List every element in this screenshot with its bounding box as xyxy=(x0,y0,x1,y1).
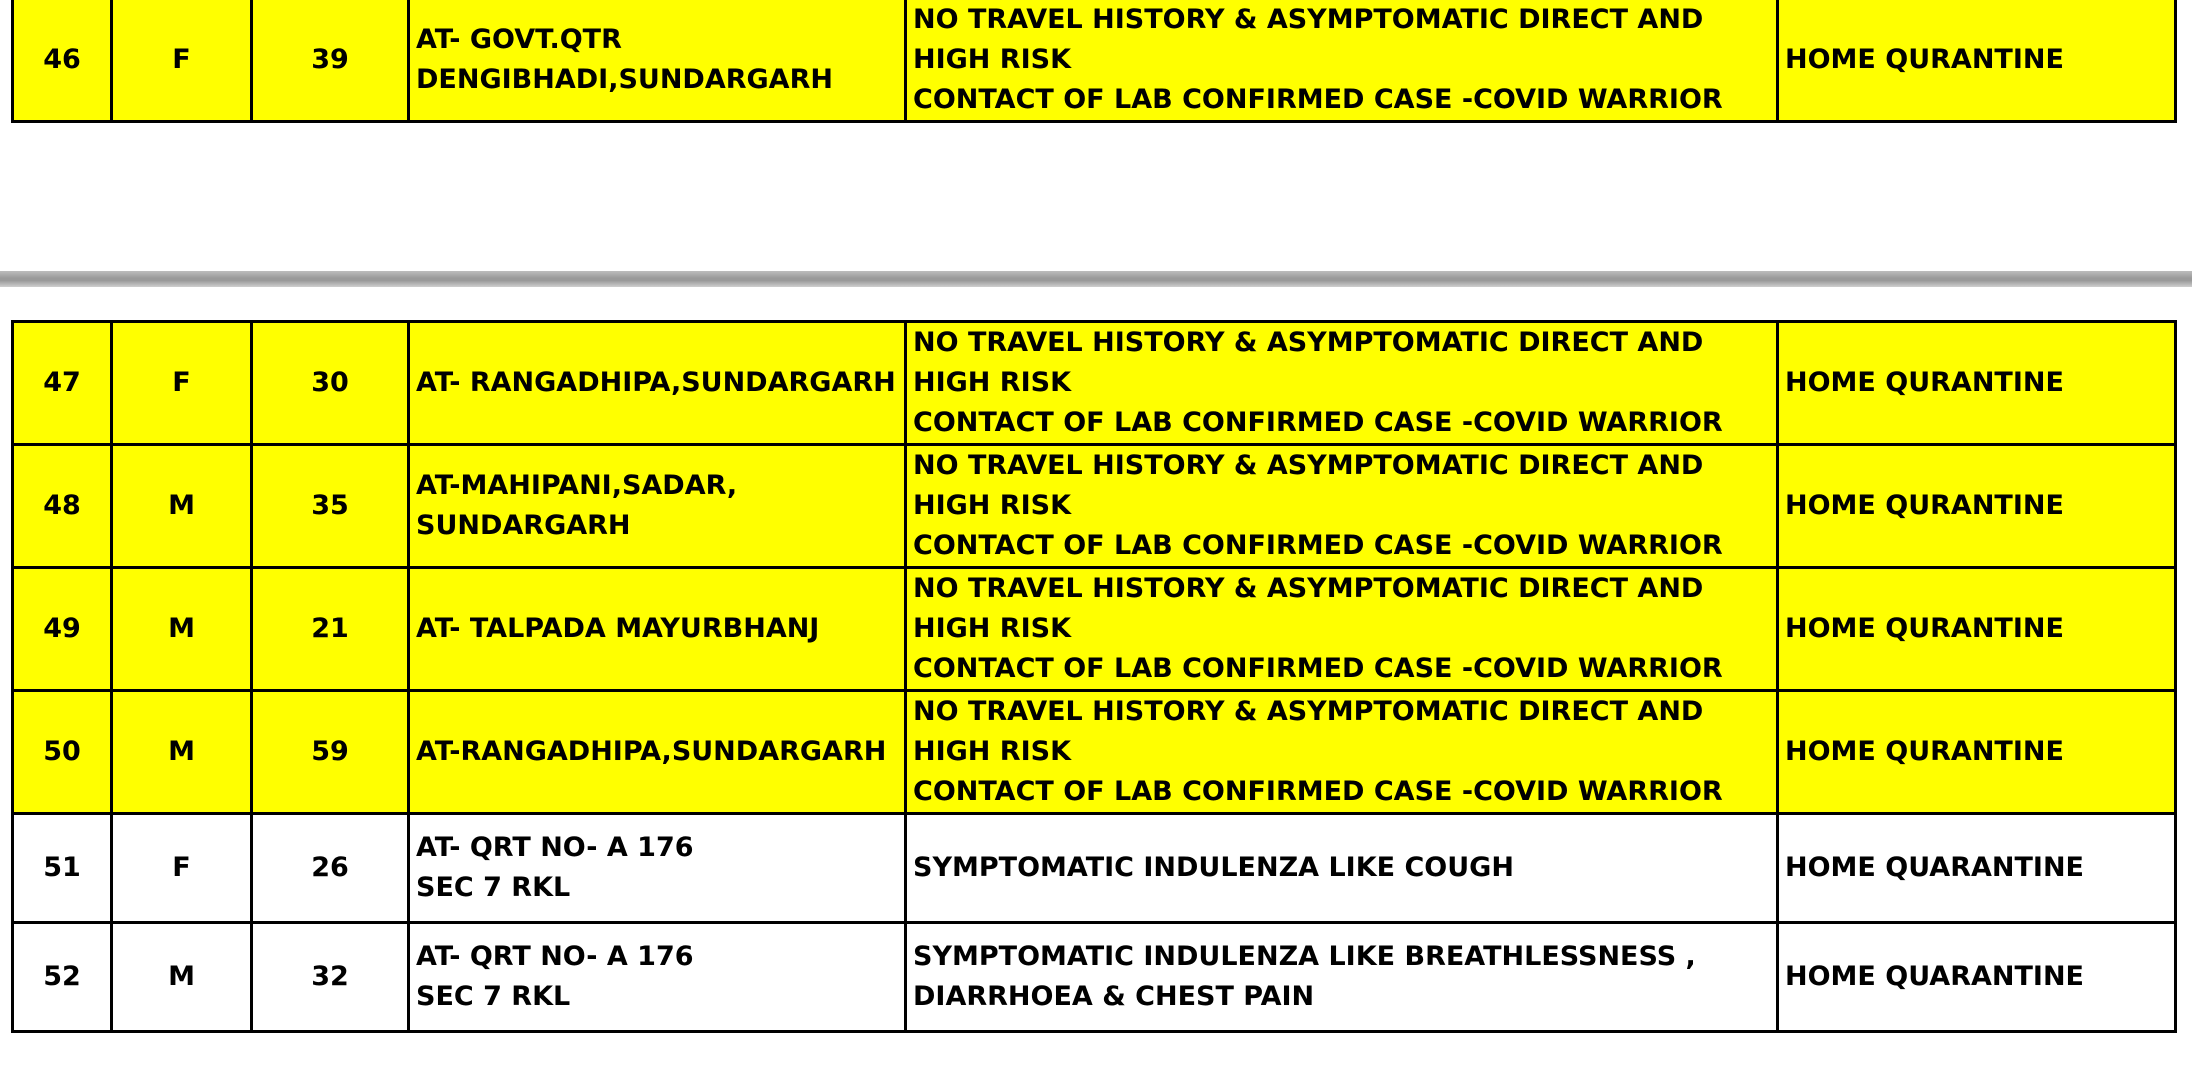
history-cell xyxy=(906,0,1778,122)
status: HOME QURANTINE xyxy=(1785,490,2064,521)
address-cell xyxy=(409,568,906,691)
address-cell xyxy=(409,445,906,568)
serial-no: 49 xyxy=(43,613,81,644)
address: AT- TALPADA MAYURBHANJ xyxy=(416,613,820,644)
sex: M xyxy=(168,613,195,644)
address: AT- GOVT.QTR DENGIBHADI,SUNDARGARH xyxy=(416,24,833,95)
serial-no-cell xyxy=(13,691,112,814)
patient-table-top xyxy=(11,0,2177,123)
serial-no: 50 xyxy=(43,736,81,767)
status-cell xyxy=(1778,322,2176,445)
status-cell xyxy=(1778,0,2176,122)
serial-no-cell xyxy=(13,923,112,1032)
sex: F xyxy=(172,367,191,398)
table-row xyxy=(13,0,2176,122)
history: SYMPTOMATIC INDULENZA LIKE BREATHLESSNESS , DIARRHOEA & CHEST PAIN xyxy=(913,941,1696,1012)
sex-cell xyxy=(112,691,252,814)
status: HOME QURANTINE xyxy=(1785,367,2064,398)
status: HOME QUARANTINE xyxy=(1785,852,2084,883)
history: NO TRAVEL HISTORY & ASYMPTOMATIC DIRECT AND HIGH RISK CONTACT OF LAB CONFIRMED CASE -COVID WARRIOR xyxy=(913,327,1723,438)
address-cell xyxy=(409,322,906,445)
address-cell xyxy=(409,691,906,814)
sex: M xyxy=(168,490,195,521)
age: 30 xyxy=(311,367,349,398)
address: AT- RANGADHIPA,SUNDARGARH xyxy=(416,367,896,398)
status: HOME QUARANTINE xyxy=(1785,961,2084,992)
history: NO TRAVEL HISTORY & ASYMPTOMATIC DIRECT AND HIGH RISK CONTACT OF LAB CONFIRMED CASE -COVID WARRIOR xyxy=(913,573,1723,684)
age-cell xyxy=(252,923,409,1032)
history-cell xyxy=(906,691,1778,814)
age-cell xyxy=(252,0,409,122)
history: NO TRAVEL HISTORY & ASYMPTOMATIC DIRECT AND HIGH RISK CONTACT OF LAB CONFIRMED CASE -COVID WARRIOR xyxy=(913,4,1723,115)
status: HOME QURANTINE xyxy=(1785,736,2064,767)
age: 35 xyxy=(311,490,349,521)
status-cell xyxy=(1778,814,2176,923)
age-cell xyxy=(252,568,409,691)
age: 32 xyxy=(311,961,349,992)
serial-no: 46 xyxy=(43,44,81,75)
serial-no-cell xyxy=(13,814,112,923)
status-cell xyxy=(1778,568,2176,691)
age: 39 xyxy=(311,44,349,75)
age-cell xyxy=(252,322,409,445)
address-cell xyxy=(409,923,906,1032)
history: SYMPTOMATIC INDULENZA LIKE COUGH xyxy=(913,852,1514,883)
age-cell xyxy=(252,445,409,568)
history-cell xyxy=(906,923,1778,1032)
age: 26 xyxy=(311,852,349,883)
age: 59 xyxy=(311,736,349,767)
sex-cell xyxy=(112,568,252,691)
sex-cell xyxy=(112,923,252,1032)
age-cell xyxy=(252,691,409,814)
table-row xyxy=(13,923,2176,1032)
serial-no-cell xyxy=(13,568,112,691)
age-cell xyxy=(252,814,409,923)
serial-no: 52 xyxy=(43,961,81,992)
address-cell xyxy=(409,0,906,122)
sex-cell xyxy=(112,0,252,122)
status: HOME QURANTINE xyxy=(1785,44,2064,75)
serial-no-cell xyxy=(13,0,112,122)
history-cell xyxy=(906,322,1778,445)
sex: F xyxy=(172,852,191,883)
table-row xyxy=(13,322,2176,445)
address: AT- QRT NO- A 176 SEC 7 RKL xyxy=(416,832,694,903)
sex: M xyxy=(168,736,195,767)
sex: M xyxy=(168,961,195,992)
status-cell xyxy=(1778,923,2176,1032)
table-row xyxy=(13,445,2176,568)
address-cell xyxy=(409,814,906,923)
status-cell xyxy=(1778,691,2176,814)
page-break-divider xyxy=(0,271,2192,287)
serial-no-cell xyxy=(13,322,112,445)
status-cell xyxy=(1778,445,2176,568)
patient-table-bottom xyxy=(11,320,2177,1033)
address: AT-MAHIPANI,SADAR, SUNDARGARH xyxy=(416,470,738,541)
address: AT- QRT NO- A 176 SEC 7 RKL xyxy=(416,941,694,1012)
serial-no-cell xyxy=(13,445,112,568)
address: AT-RANGADHIPA,SUNDARGARH xyxy=(416,736,887,767)
age: 21 xyxy=(311,613,349,644)
sex-cell xyxy=(112,445,252,568)
serial-no: 47 xyxy=(43,367,81,398)
sex: F xyxy=(172,44,191,75)
history: NO TRAVEL HISTORY & ASYMPTOMATIC DIRECT AND HIGH RISK CONTACT OF LAB CONFIRMED CASE -COVID WARRIOR xyxy=(913,696,1723,807)
history-cell xyxy=(906,814,1778,923)
sex-cell xyxy=(112,814,252,923)
table-row xyxy=(13,691,2176,814)
sex-cell xyxy=(112,322,252,445)
table-row xyxy=(13,568,2176,691)
history-cell xyxy=(906,445,1778,568)
history: NO TRAVEL HISTORY & ASYMPTOMATIC DIRECT AND HIGH RISK CONTACT OF LAB CONFIRMED CASE -COVID WARRIOR xyxy=(913,450,1723,561)
serial-no: 51 xyxy=(43,852,81,883)
status: HOME QURANTINE xyxy=(1785,613,2064,644)
table-row xyxy=(13,814,2176,923)
history-cell xyxy=(906,568,1778,691)
serial-no: 48 xyxy=(43,490,81,521)
